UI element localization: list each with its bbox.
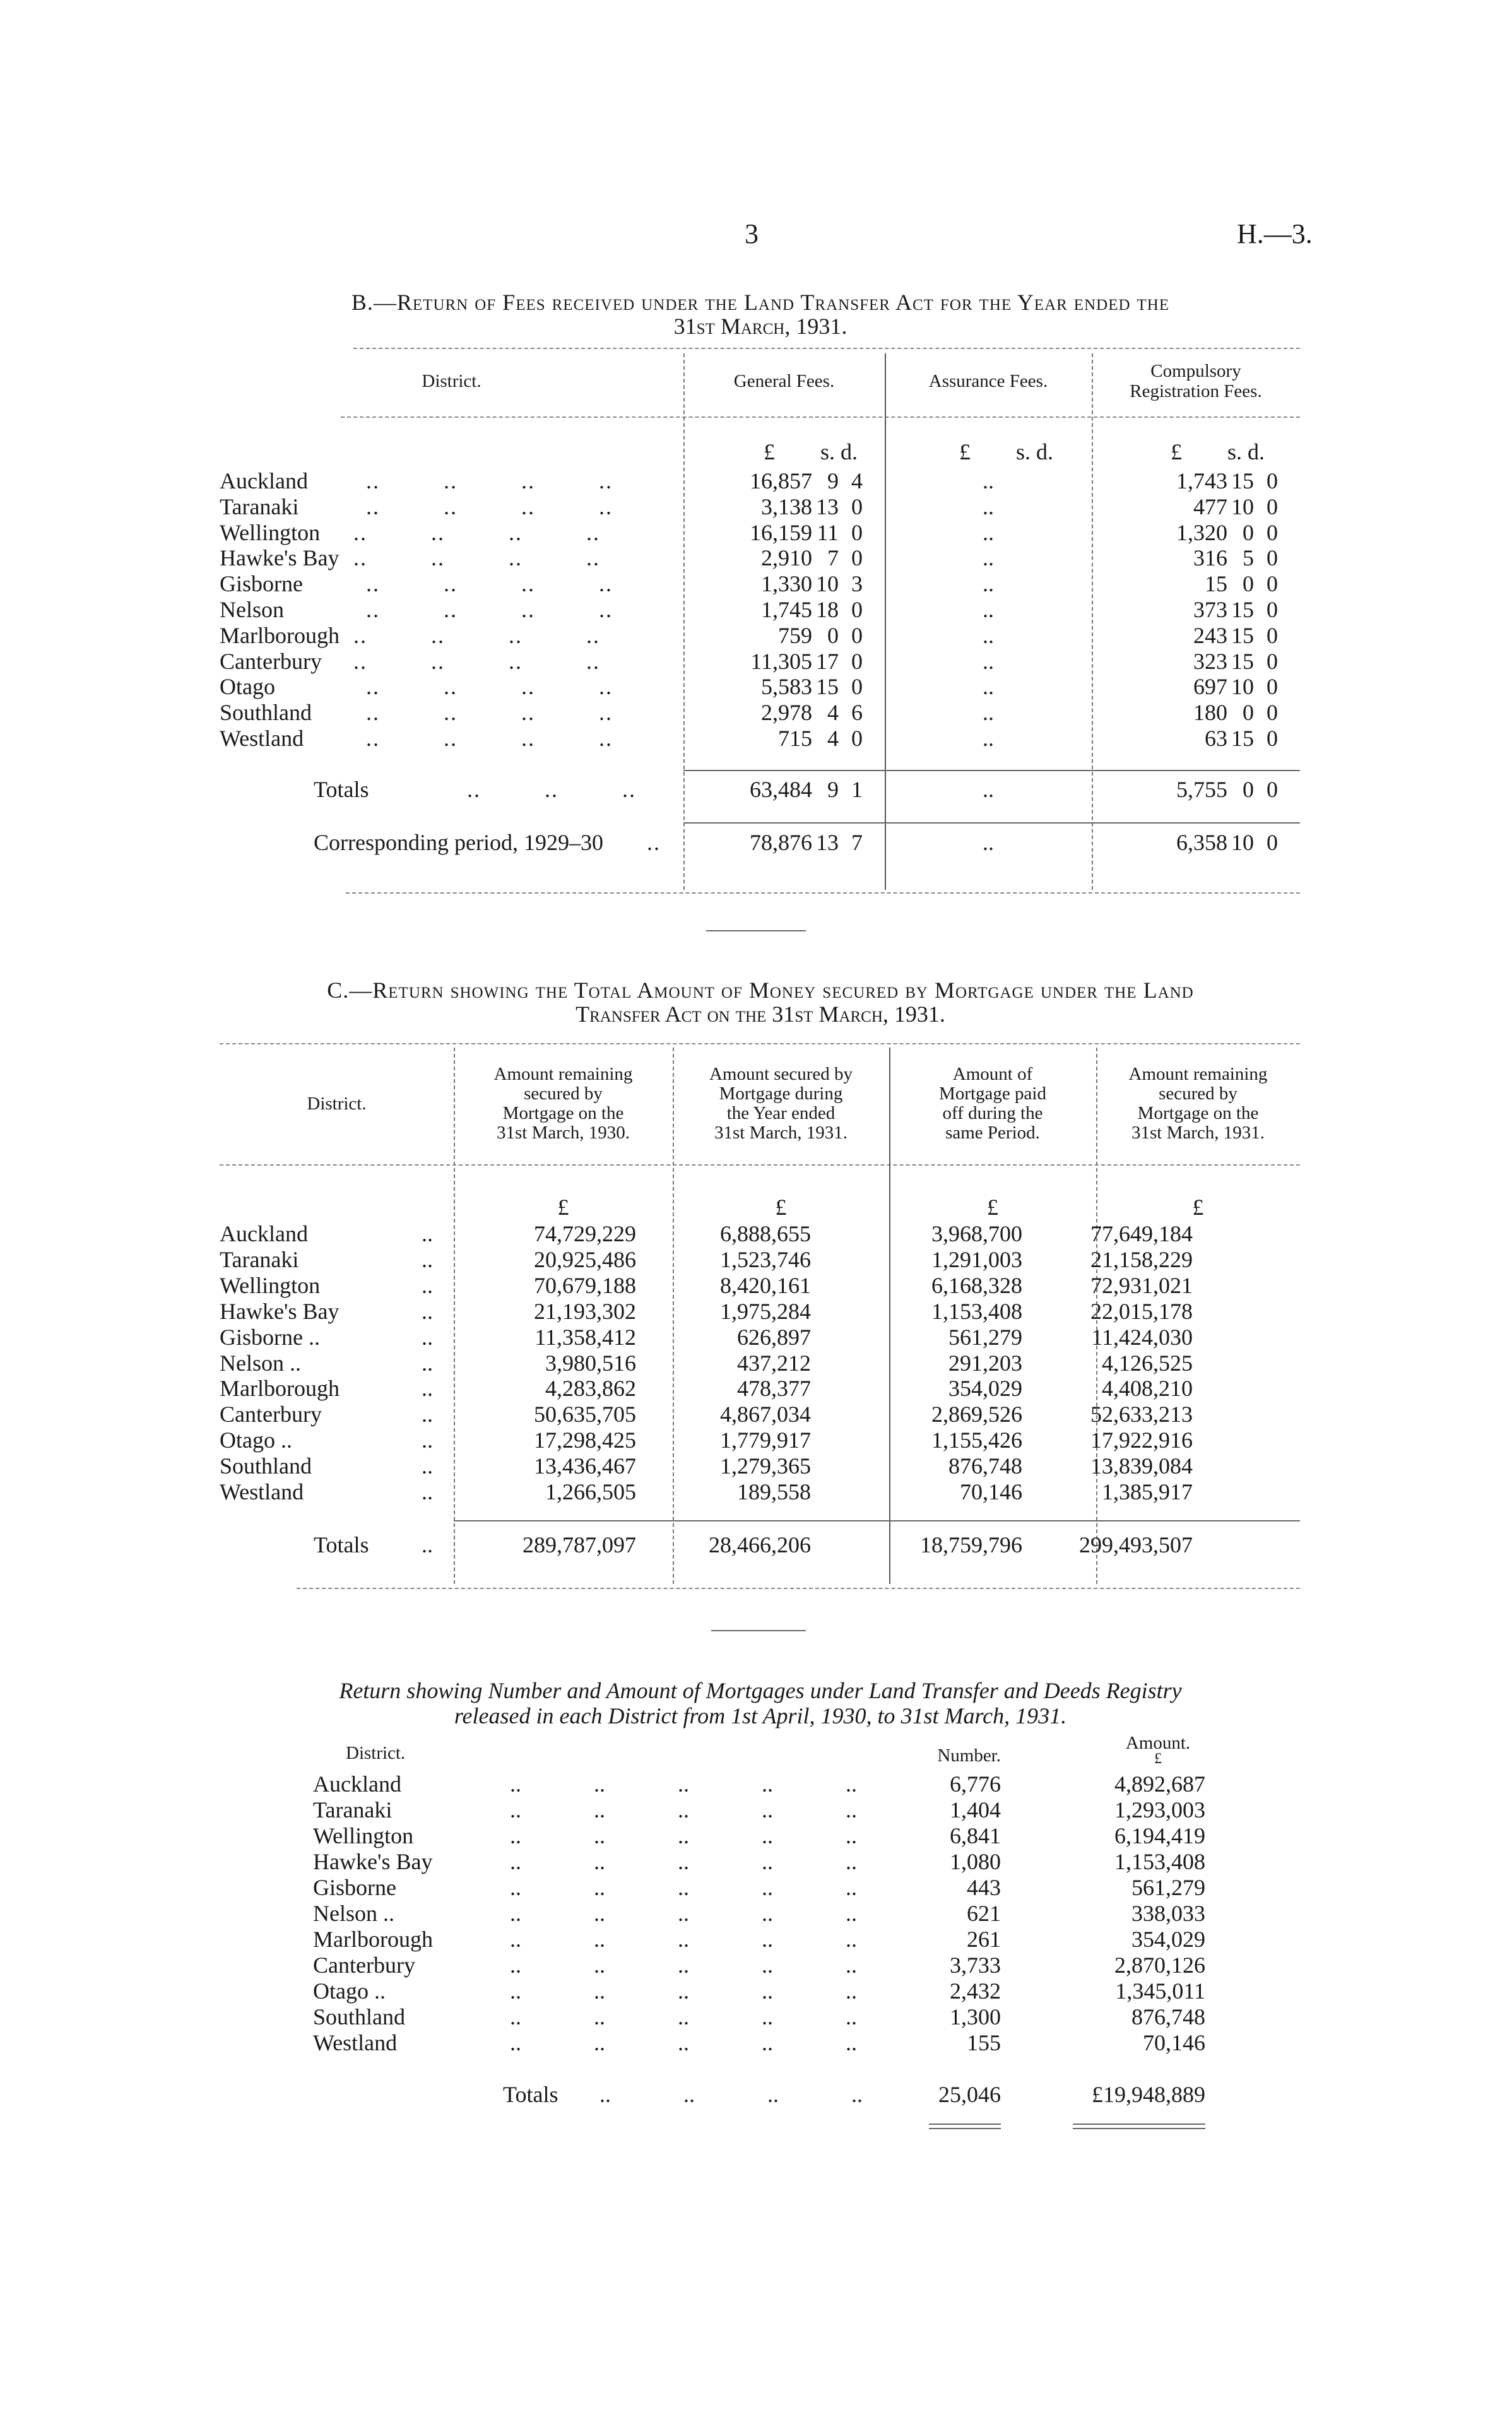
unit-sd: s. d. [820, 439, 858, 464]
column-header: Mortgage paid [939, 1084, 1046, 1104]
unit-sd: s. d. [1016, 439, 1054, 464]
leader-dots: .. [422, 1427, 433, 1453]
amount-pence: 0 [1267, 648, 1278, 674]
mortgage-amount: 561,279 [1131, 1875, 1205, 1900]
divider [297, 1588, 1300, 1589]
amount-pounds: 477 [1193, 493, 1227, 519]
amount-shillings: 15 [1231, 726, 1254, 751]
mortgage-amount: 1,266,505 [545, 1479, 636, 1504]
unit-pound: £ [1192, 1195, 1204, 1220]
district-name: Hawke's Bay [220, 545, 340, 571]
double-rule [1073, 2124, 1205, 2125]
total-amount: 28,466,206 [709, 1532, 811, 1557]
amount-shillings: 15 [816, 674, 839, 700]
leader-dots: .. [422, 1324, 433, 1350]
amount-shillings: 0 [1243, 777, 1254, 802]
mortgage-amount: 1,155,426 [931, 1427, 1022, 1453]
column-header: 31st March, 1931. [714, 1123, 848, 1143]
column-header: Amount remaining [493, 1064, 633, 1084]
amount-shillings: 5 [1243, 545, 1254, 571]
mortgage-amount: 13,839,084 [1090, 1453, 1193, 1479]
assurance-fees: .. [983, 519, 994, 545]
mortgage-amount: 876,748 [1131, 2004, 1205, 2029]
column-header: off during the [942, 1103, 1043, 1123]
mortgage-amount: 189,558 [737, 1479, 811, 1504]
district-name: Hawke's Bay [220, 1298, 340, 1324]
mortgage-amount: 6,168,328 [931, 1272, 1022, 1298]
column-header: same Period. [945, 1123, 1040, 1143]
mortgage-amount: 3,968,700 [931, 1221, 1022, 1246]
amount-pounds: 180 [1193, 700, 1227, 726]
leader-dots: .. [422, 1221, 433, 1246]
district-name: Wellington [313, 1823, 414, 1848]
leader-dots: .. .. .. .. [366, 597, 613, 622]
amount-shillings: 10 [1231, 493, 1254, 519]
amount-pounds: 78,876 [750, 830, 812, 855]
leader-dots: .. .. .. .. .. [510, 1927, 857, 1952]
mortgage-amount: 17,298,425 [534, 1427, 636, 1453]
leader-dots: .. [422, 1350, 433, 1376]
mortgage-amount: 1,523,746 [720, 1246, 811, 1272]
amount-shillings: 11 [817, 519, 839, 545]
total-amount: 289,787,097 [523, 1532, 636, 1557]
leader-dots: .. .. .. .. [366, 493, 613, 519]
leader-dots: .. .. .. .. [366, 700, 613, 726]
amount-pence: 6 [851, 700, 863, 726]
column-header: Amount secured by [709, 1064, 853, 1084]
amount-shillings: 13 [816, 493, 839, 519]
unit-sd: s. d. [1227, 439, 1265, 464]
section-separator [706, 930, 806, 931]
divider [220, 1043, 1300, 1044]
amount-pounds: 1,330 [761, 571, 812, 597]
unit-pound: £ [1171, 439, 1182, 464]
page-number: 3 [745, 218, 759, 249]
mortgage-amount: 22,015,178 [1090, 1298, 1193, 1324]
leader-dots: .. [422, 1272, 433, 1298]
double-rule [1073, 2128, 1205, 2129]
mortgage-amount: 1,975,284 [720, 1298, 811, 1324]
amount-pounds: 1,743 [1176, 468, 1227, 493]
district-name: Taranaki [313, 1797, 393, 1822]
mortgage-amount: 561,279 [948, 1324, 1022, 1350]
assurance-fees: .. [983, 493, 994, 519]
leader-dots: .. .. .. .. .. [510, 1978, 857, 2004]
leader-dots: .. .. .. .. [353, 622, 600, 648]
amount-pence: 0 [851, 622, 863, 648]
leader-dots: .. .. .. [467, 777, 636, 802]
header-registration-fees: Registration Fees. [1130, 381, 1262, 401]
totals-label: Totals [314, 777, 369, 802]
assurance-fees: .. [983, 622, 994, 648]
amount-shillings: 0 [1243, 519, 1254, 545]
mortgage-amount: 72,931,021 [1090, 1272, 1193, 1298]
amount-shillings: 0 [1243, 700, 1254, 726]
amount-shillings: 10 [816, 571, 839, 597]
column-divider [683, 353, 685, 890]
district-name: Canterbury [313, 1952, 415, 1978]
amount-pence: 1 [851, 777, 863, 802]
leader-dots: .. .. .. .. [366, 674, 613, 700]
mortgage-amount: 1,385,917 [1102, 1479, 1193, 1504]
amount-pence: 0 [1267, 519, 1278, 545]
mortgage-amount: 2,869,526 [931, 1402, 1022, 1427]
assurance-fees: .. [983, 545, 994, 571]
district-name: Taranaki [220, 493, 299, 519]
double-rule [929, 2128, 1001, 2129]
mortgage-amount: 77,649,184 [1090, 1221, 1193, 1246]
mortgage-amount: 50,635,705 [534, 1402, 636, 1427]
mortgage-amount: 1,779,917 [720, 1427, 811, 1453]
leader-dots: .. [422, 1453, 433, 1479]
assurance-fees: .. [983, 700, 994, 726]
mortgage-amount: 4,126,525 [1102, 1350, 1193, 1376]
amount-pounds: 15 [1205, 571, 1227, 597]
leader-dots: .. .. .. .. [366, 726, 613, 751]
divider [353, 348, 1300, 349]
amount-pounds: 323 [1193, 648, 1227, 674]
district-name: Wellington [220, 1272, 321, 1298]
column-header: 31st March, 1930. [496, 1123, 630, 1143]
district-name: Marlborough [313, 1927, 433, 1952]
mortgage-amount: 11,424,030 [1091, 1324, 1193, 1350]
assurance-fees: .. [983, 830, 994, 855]
mortgage-amount: 338,033 [1131, 1901, 1205, 1926]
mortgage-amount: 354,029 [1131, 1927, 1205, 1952]
district-name: Nelson .. [313, 1901, 394, 1926]
amount-shillings: 10 [1231, 830, 1254, 855]
unit-pound: £ [764, 439, 775, 464]
column-divider [1092, 353, 1093, 890]
column-header: Amount of [952, 1064, 1033, 1084]
amount-shillings: 7 [827, 545, 839, 571]
leader-dots: .. .. .. .. [366, 571, 613, 597]
leader-dots: .. [422, 1376, 433, 1402]
mortgage-count: 6,776 [950, 1771, 1001, 1797]
divider [346, 892, 1300, 894]
mortgage-amount: 21,193,302 [534, 1298, 636, 1324]
unit-pound: £ [557, 1195, 569, 1220]
district-name: Westland [313, 2030, 398, 2055]
amount-pence: 0 [851, 545, 863, 571]
mortgage-amount: 626,897 [737, 1324, 811, 1350]
amount-pence: 0 [1267, 622, 1278, 648]
amount-pounds: 5,583 [761, 674, 812, 700]
mortgage-amount: 6,194,419 [1114, 1823, 1205, 1848]
amount-pounds: 316 [1193, 545, 1227, 571]
mortgage-amount: 70,679,188 [534, 1272, 636, 1298]
table-d-title-date: released in each District from 1st April, 1930, to 31st March, 1931. [454, 1703, 1067, 1728]
amount-pence: 0 [1267, 700, 1278, 726]
mortgage-amount: 11,358,412 [535, 1324, 636, 1350]
amount-shillings: 4 [827, 700, 839, 726]
table-d-title: Return showing Number and Amount of Mortgages under Land Transfer and Deeds Registry [339, 1678, 1182, 1703]
amount-pence: 0 [1267, 468, 1278, 493]
totals-label: Totals [503, 2082, 558, 2107]
table-c-title-date: Transfer Act on the 31st March, 1931. [576, 1001, 945, 1027]
mortgage-count: 155 [967, 2030, 1001, 2055]
amount-pounds: 759 [778, 622, 812, 648]
leader-dots: .. [422, 1479, 433, 1504]
amount-pence: 0 [851, 597, 863, 622]
amount-pence: 0 [851, 726, 863, 751]
amount-shillings: 9 [827, 777, 839, 802]
mortgage-amount: 13,436,467 [534, 1453, 636, 1479]
district-name: Gisborne [220, 571, 303, 597]
amount-pence: 0 [851, 519, 863, 545]
amount-pence: 0 [1267, 674, 1278, 700]
corresponding-label: Corresponding period, 1929–30 [314, 830, 603, 855]
leader-dots: .. .. .. .. .. [510, 1797, 857, 1822]
district-name: Taranaki [220, 1246, 299, 1272]
amount-pounds: 697 [1193, 674, 1227, 700]
leader-dots: .. .. .. .. .. [510, 1823, 857, 1848]
mortgage-amount: 1,153,408 [1114, 1849, 1205, 1874]
mortgage-amount: 3,980,516 [545, 1350, 636, 1376]
leader-dots: .. .. .. .. .. [510, 1901, 857, 1926]
amount-pounds: 5,755 [1176, 777, 1227, 802]
header-assurance-fees: Assurance Fees. [928, 371, 1048, 391]
column-header: 31st March, 1931. [1131, 1123, 1265, 1143]
amount-shillings: 13 [816, 830, 839, 855]
amount-pence: 3 [851, 571, 863, 597]
district-name: Nelson [220, 597, 284, 622]
leader-dots: .. [422, 1246, 433, 1272]
amount-pence: 7 [851, 830, 863, 855]
mortgage-amount: 21,158,229 [1090, 1246, 1193, 1272]
mortgage-count: 6,841 [950, 1823, 1001, 1848]
district-name: Gisborne .. [220, 1324, 320, 1350]
amount-pence: 0 [1267, 545, 1278, 571]
mortgage-amount: 4,283,862 [545, 1376, 636, 1402]
amount-pence: 4 [851, 468, 863, 493]
leader-dots: .. .. .. .. [353, 545, 600, 571]
leader-dots: .. .. .. .. .. [510, 2004, 857, 2029]
district-name: Gisborne [313, 1875, 396, 1900]
mortgage-amount: 876,748 [948, 1453, 1022, 1479]
amount-shillings: 4 [827, 726, 839, 751]
table-c-title: C.—Return showing the Total Amount of Money secured by Mortgage under the Land [327, 978, 1194, 1003]
mortgage-count: 1,300 [950, 2004, 1001, 2029]
assurance-fees: .. [983, 597, 994, 622]
mortgage-amount: 437,212 [737, 1350, 811, 1376]
assurance-fees: .. [983, 468, 994, 493]
mortgage-amount: 2,870,126 [1114, 1952, 1205, 1978]
amount-pounds: 2,978 [761, 700, 812, 726]
total-count: 25,046 [938, 2082, 1001, 2107]
mortgage-amount: 70,146 [1143, 2030, 1205, 2055]
amount-shillings: 18 [816, 597, 839, 622]
totals-rule [683, 770, 1300, 771]
mortgage-amount: 8,420,161 [720, 1272, 811, 1298]
leader-dots: .. .. .. .. .. [510, 2030, 857, 2055]
mortgage-amount: 6,888,655 [720, 1221, 811, 1246]
district-name: Marlborough [220, 622, 340, 648]
unit-pound: £ [959, 439, 971, 464]
district-name: Otago .. [313, 1978, 386, 2004]
assurance-fees: .. [983, 777, 994, 802]
amount-pounds: 16,857 [750, 468, 812, 493]
amount-pence: 0 [851, 493, 863, 519]
leader-dots: .. .. .. .. .. [510, 1875, 857, 1900]
mortgage-count: 621 [967, 1901, 1001, 1926]
header-number: Number. [937, 1745, 1001, 1766]
district-name: Westland [220, 726, 304, 751]
double-rule [929, 2124, 1001, 2125]
amount-shillings: 0 [827, 622, 839, 648]
amount-pence: 0 [1267, 493, 1278, 519]
district-name: Wellington [220, 519, 321, 545]
unit-pound: £ [987, 1195, 998, 1220]
amount-pence: 0 [1267, 571, 1278, 597]
mortgage-count: 261 [967, 1927, 1001, 1952]
mortgage-amount: 291,203 [948, 1350, 1022, 1376]
mortgage-amount: 4,892,687 [1114, 1771, 1205, 1797]
district-name: Westland [220, 1479, 304, 1504]
amount-shillings: 15 [1231, 468, 1254, 493]
mortgage-count: 2,432 [950, 1978, 1001, 2004]
totals-label: Totals [314, 1532, 369, 1557]
assurance-fees: .. [983, 726, 994, 751]
section-separator [711, 1630, 806, 1631]
document-reference: H.—3. [1237, 218, 1313, 249]
amount-pounds: 243 [1193, 622, 1227, 648]
assurance-fees: .. [983, 571, 994, 597]
column-divider [454, 1048, 455, 1584]
total-amount: 299,493,507 [1079, 1532, 1193, 1557]
mortgage-amount: 1,345,011 [1115, 1978, 1205, 2004]
amount-pounds: 11,305 [750, 648, 812, 674]
column-header: Amount remaining [1128, 1064, 1268, 1084]
district-name: Auckland [220, 1221, 308, 1246]
divider [341, 416, 1300, 418]
header-general-fees: General Fees. [733, 371, 835, 391]
header-amount-unit: £ [1154, 1751, 1162, 1767]
district-name: Nelson .. [220, 1350, 301, 1376]
header-district: District. [307, 1094, 367, 1114]
amount-pence: 0 [851, 648, 863, 674]
amount-pounds: 373 [1193, 597, 1227, 622]
district-name: Southland [220, 700, 312, 726]
leader-dots: .. .. .. .. .. [510, 1952, 857, 1978]
mortgage-amount: 17,922,916 [1090, 1427, 1193, 1453]
leader-dots: .. .. .. .. [353, 648, 600, 674]
amount-pounds: 1,745 [761, 597, 812, 622]
header-district: District. [346, 1743, 406, 1763]
column-header: the Year ended [726, 1103, 836, 1123]
mortgage-amount: 478,377 [737, 1376, 811, 1402]
assurance-fees: .. [983, 648, 994, 674]
amount-pence: 0 [1267, 726, 1278, 751]
total-amount: 18,759,796 [920, 1532, 1022, 1557]
amount-shillings: 17 [816, 648, 839, 674]
district-name: Otago [220, 674, 275, 700]
amount-pence: 0 [1267, 597, 1278, 622]
totals-rule [454, 1520, 1300, 1521]
mortgage-amount: 354,029 [948, 1376, 1022, 1402]
divider [220, 1164, 1300, 1166]
amount-pounds: 3,138 [761, 493, 812, 519]
district-name: Otago .. [220, 1427, 292, 1453]
column-header: Mortgage on the [1137, 1103, 1259, 1123]
leader-dots: .. .. .. .. [353, 519, 600, 545]
mortgage-amount: 4,408,210 [1102, 1376, 1193, 1402]
header-amount: Amount. [1125, 1733, 1191, 1753]
district-name: Hawke's Bay [313, 1849, 433, 1874]
mortgage-amount: 1,293,003 [1114, 1797, 1205, 1822]
total-amount: £19,948,889 [1092, 2082, 1205, 2107]
mortgage-amount: 52,633,213 [1090, 1402, 1193, 1427]
district-name: Canterbury [220, 1402, 322, 1427]
amount-pounds: 63 [1205, 726, 1227, 751]
mortgage-count: 1,404 [950, 1797, 1001, 1822]
district-name: Southland [220, 1453, 312, 1479]
leader-dots: .. .. .. .. .. [510, 1771, 857, 1797]
leader-dots: .. .. .. .. [366, 468, 613, 493]
district-name: Canterbury [220, 648, 322, 674]
totals-rule [683, 822, 1300, 824]
leader-dots: .. [647, 830, 661, 855]
leader-dots: .. .. .. .. .. [510, 1849, 857, 1874]
mortgage-count: 3,733 [950, 1952, 1001, 1978]
amount-pounds: 16,159 [750, 519, 812, 545]
amount-pounds: 2,910 [761, 545, 812, 571]
column-header: Mortgage during [719, 1084, 843, 1104]
amount-pounds: 1,320 [1176, 519, 1227, 545]
column-header: secured by [1159, 1084, 1237, 1104]
leader-dots: .. .. .. .. [599, 2082, 863, 2107]
mortgage-amount: 1,279,365 [720, 1453, 811, 1479]
column-header: Mortgage on the [502, 1103, 624, 1123]
mortgage-amount: 4,867,034 [720, 1402, 811, 1427]
mortgage-amount: 1,153,408 [931, 1298, 1022, 1324]
mortgage-amount: 74,729,229 [534, 1221, 636, 1246]
amount-pounds: 715 [778, 726, 812, 751]
district-name: Southland [313, 2004, 406, 2029]
table-b-title-date: 31st March, 1931. [673, 314, 848, 339]
district-name: Auckland [220, 468, 308, 493]
amount-shillings: 15 [1231, 597, 1254, 622]
amount-pounds: 63,484 [750, 777, 812, 802]
amount-pence: 0 [1267, 830, 1278, 855]
amount-shillings: 15 [1231, 648, 1254, 674]
leader-dots: .. [422, 1532, 433, 1557]
unit-pound: £ [775, 1195, 787, 1220]
district-name: Auckland [313, 1771, 401, 1797]
amount-pounds: 6,358 [1176, 830, 1227, 855]
mortgage-count: 443 [967, 1875, 1001, 1900]
amount-shillings: 9 [827, 468, 839, 493]
header-compulsory: Compulsory [1150, 361, 1241, 381]
mortgage-amount: 1,291,003 [931, 1246, 1022, 1272]
mortgage-amount: 70,146 [960, 1479, 1022, 1504]
amount-shillings: 10 [1231, 674, 1254, 700]
mortgage-amount: 20,925,486 [534, 1246, 636, 1272]
leader-dots: .. [422, 1298, 433, 1324]
amount-shillings: 0 [1243, 571, 1254, 597]
column-header: secured by [524, 1084, 603, 1104]
mortgage-count: 1,080 [950, 1849, 1001, 1874]
assurance-fees: .. [983, 674, 994, 700]
leader-dots: .. [422, 1402, 433, 1427]
amount-pence: 0 [851, 674, 863, 700]
table-b-title: B.—Return of Fees received under the Land Transfer Act for the Year ended the [351, 290, 1170, 315]
amount-shillings: 15 [1231, 622, 1254, 648]
header-district: District. [422, 371, 481, 391]
amount-pence: 0 [1267, 777, 1278, 802]
district-name: Marlborough [220, 1376, 340, 1402]
